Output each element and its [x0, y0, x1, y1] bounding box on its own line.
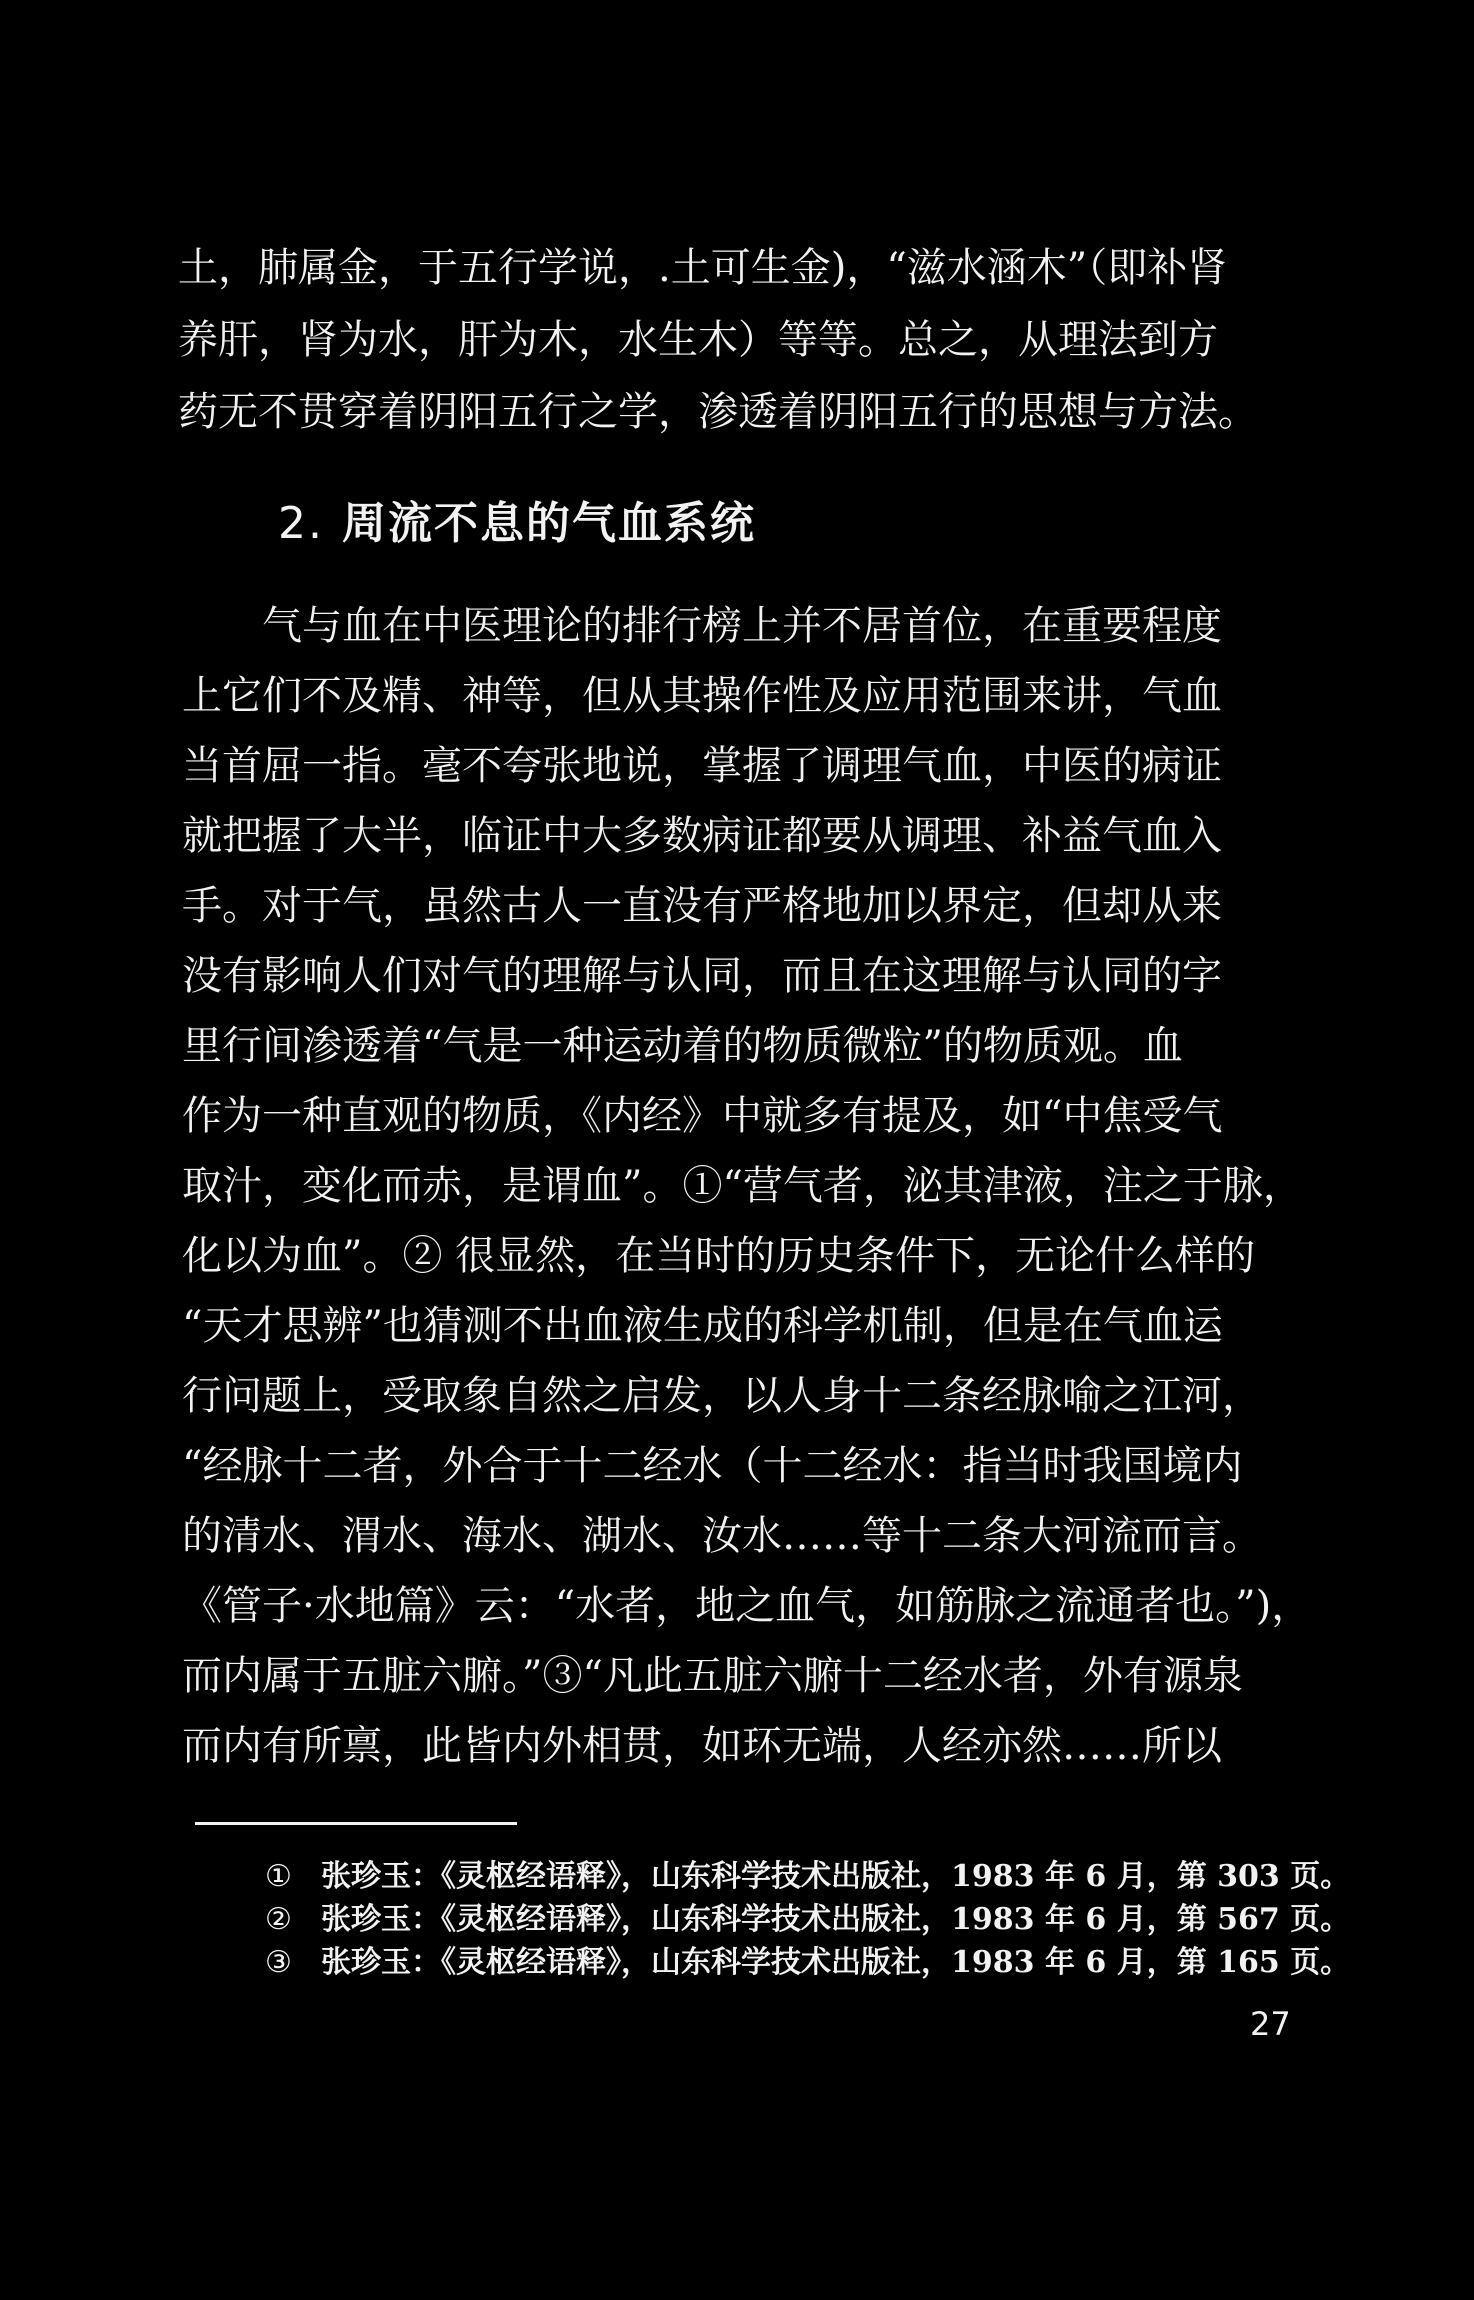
body-line-8: 作为一种直观的物质，《内经》中就多有提及，如“中焦受气	[182, 1093, 1223, 1139]
footnote-mark: ②	[265, 1902, 292, 1937]
body-line-13: “经脉十二者，外合于十二经水（十二经水：指当时我国境内	[182, 1443, 1243, 1489]
footnote-mark: ①	[265, 1859, 292, 1894]
footnote-text: 张珍玉：《灵枢经语释》，山东科学技术出版社，1983 年 6 月，第 567 页。	[321, 1902, 1351, 1937]
page-number: 27	[1250, 2005, 1291, 2043]
body-line-6: 没有影响人们对气的理解与认同，而且在这理解与认同的字	[182, 953, 1222, 999]
body-line-9: 取汁，变化而赤，是谓血”。①“营气者，泌其津液，注之于脉，	[182, 1163, 1303, 1209]
body-line-17: 而内有所禀，此皆内外相贯，如环无端，人经亦然……所以	[182, 1723, 1222, 1769]
body-line-12: 行问题上，受取象自然之启发，以人身十二条经脉喻之江河，	[182, 1373, 1262, 1419]
footnote-2	[265, 1900, 1350, 1940]
section-number: 2.	[278, 498, 324, 549]
intro-line-3: 药无不贯穿着阴阳五行之学，渗透着阴阳五行的思想与方法。	[178, 389, 1258, 435]
footnote-text: 张珍玉：《灵枢经语释》，山东科学技术出版社，1983 年 6 月，第 303 页。	[321, 1859, 1351, 1894]
body-line-11: “天才思辨”也猜测不出血液生成的科学机制，但是在气血运	[182, 1303, 1223, 1349]
intro-line-2: 养肝，肾为水，肝为木，水生木）等等。总之，从理法到方	[178, 317, 1218, 363]
body-line-15: 《管子·水地篇》云：“水者，地之血气，如筋脉之流通者也。”)，	[182, 1583, 1312, 1629]
body-line-7: 里行间渗透着“气是一种运动着的物质微粒”的物质观。血	[182, 1023, 1183, 1069]
body-line-5: 手。对于气，虽然古人一直没有严格地加以界定，但却从来	[182, 883, 1222, 929]
section-title: 周流不息的气血系统	[341, 498, 756, 549]
body-line-4: 就把握了大半，临证中大多数病证都要从调理、补益气血入	[182, 813, 1222, 859]
body-line-2: 上它们不及精、神等，但从其操作性及应用范围来讲，气血	[182, 673, 1222, 719]
body-line-1: 气与血在中医理论的排行榜上并不居首位，在重要程度	[262, 603, 1222, 649]
footnote-1	[265, 1857, 1350, 1897]
body-line-14: 的清水、渭水、海水、湖水、汝水……等十二条大河流而言。	[182, 1513, 1262, 1559]
footnote-mark: ③	[265, 1945, 292, 1980]
body-line-16: 而内属于五脏六腑。”③“凡此五脏六腑十二经水者，外有源泉	[182, 1653, 1243, 1699]
body-line-3: 当首屈一指。毫不夸张地说，掌握了调理气血，中医的病证	[182, 743, 1222, 789]
section-heading	[278, 496, 756, 552]
footnote-text: 张珍玉：《灵枢经语释》，山东科学技术出版社，1983 年 6 月，第 165 页。	[321, 1945, 1351, 1980]
body-line-10: 化以为血”。② 很显然，在当时的历史条件下，无论什么样的	[182, 1233, 1256, 1279]
footnote-3	[265, 1943, 1350, 1983]
footnote-rule	[195, 1822, 517, 1825]
intro-line-1: 土，肺属金，于五行学说，.土可生金)，“滋水涵木”（即补肾	[178, 245, 1228, 291]
